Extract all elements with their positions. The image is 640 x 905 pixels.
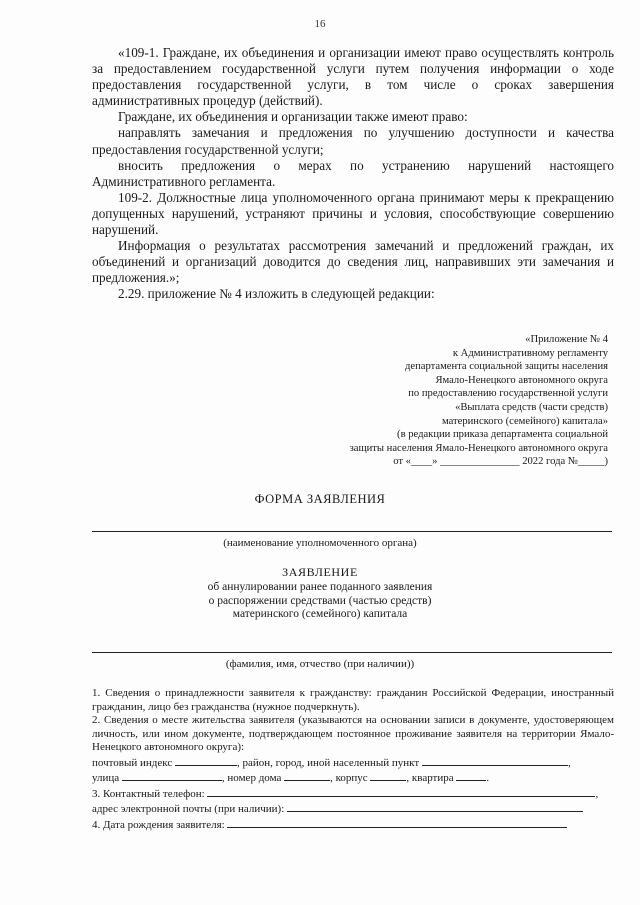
applicant-name-line[interactable]	[92, 652, 612, 653]
locality-field[interactable]	[422, 755, 568, 766]
house-field[interactable]	[284, 770, 330, 781]
form-title: ФОРМА ЗАЯВЛЕНИЯ	[254, 492, 386, 506]
house-label: , номер дома	[221, 772, 282, 784]
statement-line: о распоряжении средствами (частью средств)	[208, 594, 432, 607]
appendix-line: департамента социальной защиты населения	[404, 361, 608, 373]
applicant-fields	[92, 687, 614, 832]
birth-date-field[interactable]	[227, 817, 567, 828]
phone-label: 3. Контактный телефон:	[92, 787, 205, 800]
birth-row	[92, 817, 614, 833]
appendix-line: материнского (семейного) капитала»	[441, 415, 608, 427]
email-row	[92, 801, 614, 817]
statement-head: ЗАЯВЛЕНИЕ	[282, 565, 358, 579]
phone-field[interactable]	[207, 786, 595, 797]
postal-code-field[interactable]	[175, 755, 237, 766]
paragraph-109-1: «109-1. Граждане, их объединения и организации имеют право осуществлять контроль за предоставлением государственной услуги путем получения информации о ходе предоставления государственной услуги, в том числе о сроках завершения административных процедур (действий).	[92, 45, 614, 109]
org-name-caption: (наименование уполномоченного органа)	[223, 537, 417, 549]
locality-label: , район, город, иной населенный пункт	[236, 756, 420, 769]
org-name-line[interactable]	[92, 531, 612, 532]
regulation-text	[92, 45, 614, 303]
phone-row: 3. Контактный телефон: ,	[92, 787, 599, 800]
appendix-line: от «____» _______________ 2022 года №_____)	[393, 456, 608, 468]
email-label: адрес электронной почты (при наличии):	[92, 803, 285, 815]
postal-code-label: почтовый индекс	[92, 756, 173, 769]
appendix-line: (в редакции приказа департамента социальной	[397, 429, 608, 441]
address-row-1: почтовый индекс , район, город, иной населенный пункт ,	[92, 756, 571, 769]
paragraph-rights-intro: Граждане, их объединения и организации также имеют право:	[118, 109, 468, 125]
email-field[interactable]	[287, 801, 583, 812]
statement-title	[0, 566, 640, 622]
paragraph-information: Информация о результатах рассмотрения замечаний и предложений граждан, их объединений и организаций доводится до сведения лиц, направивших эти замечания и предложения.»;	[92, 238, 614, 286]
page-number: 16	[314, 18, 326, 30]
paragraph-rights-2: вносить предложения о мерах по устранению нарушений настоящего Административного регламента.	[92, 157, 614, 189]
paragraph-rights-1: направлять замечания и предложения по улучшению доступности и качества предоставления государственной услуги;	[92, 125, 614, 157]
appendix-line: к Административному регламенту	[452, 347, 608, 359]
applicant-name-caption: (фамилия, имя, отчество (при наличии))	[225, 658, 415, 670]
appendix-line: «Приложение № 4	[525, 334, 608, 345]
residence-item: 2. Сведения о месте жительства заявителя (указываются на основании записи в документе, удостоверяющем личность, или ином документе, подтверждающем постоянное проживание заявителя на территории Ямало-Ненецкого автономного округа):	[92, 714, 614, 753]
building-field[interactable]	[370, 770, 406, 781]
appendix-line: защиты населения Ямало-Ненецкого автономного округа	[349, 442, 608, 454]
statement-line: материнского (семейного) капитала	[232, 608, 408, 621]
address-row-2: улица , номер дома , корпус , квартира .	[92, 772, 490, 784]
street-field[interactable]	[122, 770, 222, 781]
citizenship-item: 1. Сведения о принадлежности заявителя к гражданству: гражданин Российской Федерации, иностранный гражданин, лицо без гражданства (нужное подчеркнуть).	[92, 687, 614, 713]
street-label: улица	[92, 772, 120, 784]
appendix-line: «Выплата средств (части средств)	[455, 401, 608, 413]
apartment-label: , квартира	[406, 772, 454, 784]
birth-date-label: 4. Дата рождения заявителя:	[92, 818, 225, 831]
paragraph-2-29: 2.29. приложение № 4 изложить в следующей редакции:	[118, 286, 435, 302]
statement-line: об аннулировании ранее поданного заявления	[207, 580, 433, 593]
apartment-field[interactable]	[456, 770, 486, 781]
building-label: , корпус	[330, 772, 368, 784]
appendix-line: по предоставлению государственной услуги	[408, 388, 608, 400]
appendix-line: Ямало-Ненецкого автономного округа	[435, 374, 608, 386]
paragraph-109-2: 109-2. Должностные лица уполномоченного органа принимают меры к прекращению допущенных нарушений, устраняют причины и условия, способствующие совершению нарушений.	[92, 189, 614, 238]
appendix-header	[278, 333, 608, 469]
